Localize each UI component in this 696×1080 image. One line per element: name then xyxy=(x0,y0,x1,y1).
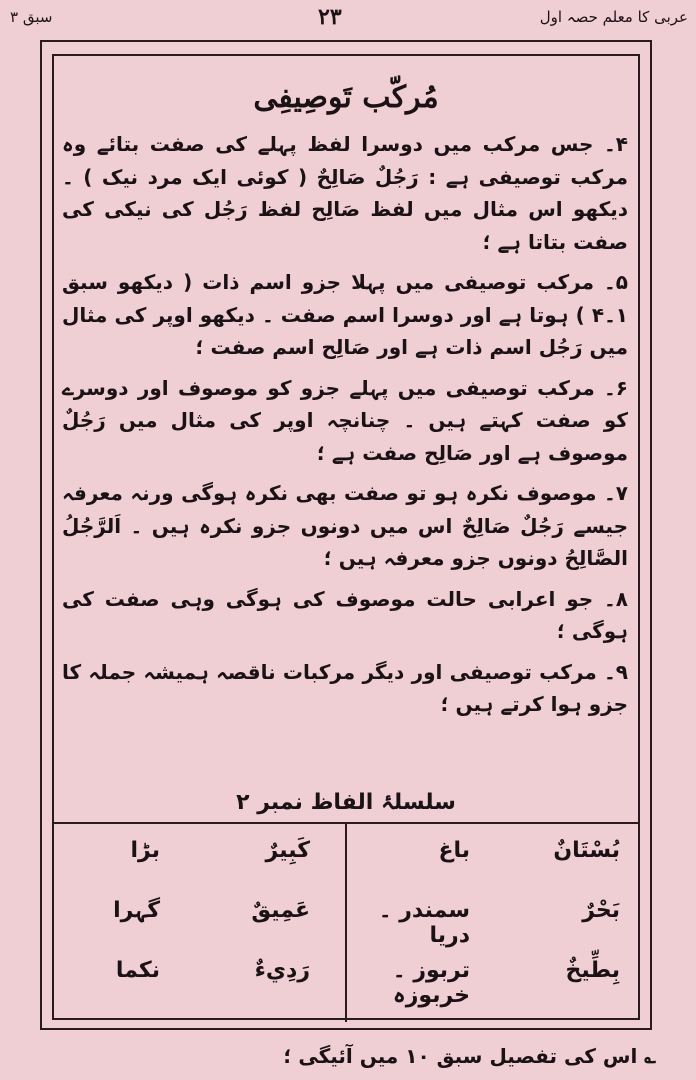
section-title: مُرکّب تَوصِیفِی xyxy=(253,80,439,115)
vocab-word: عَمِيقٌ xyxy=(251,898,310,923)
vocab-row xyxy=(360,898,620,954)
paragraph-4: ۴۔ جس مرکب میں دوسرا لفظ پہلے کی صفت بتائے وہ مرکب توصیفی ہے : رَجُلٌ صَالِحٌ ( کوئی ایک مرد نیک ) ۔ دیکھو اس مثال میں لفظ صَالِح لفظ رَجُل کی نیکی کی صفت بتاتا ہے ؛ xyxy=(62,132,628,254)
lesson-label: سبق ۳ xyxy=(10,8,53,26)
vocab-word: رَدِيءٌ xyxy=(254,958,310,983)
paragraph-9: ۹۔ مرکب توصیفی اور دیگر مرکبات ناقصہ ہمیشہ جملہ کا جزو ہوا کرتے ہیں ؛ xyxy=(62,659,628,716)
vocab-row xyxy=(360,838,620,894)
vocab-meaning: نکما xyxy=(115,958,160,983)
vocab-word: بُسْتَانٌ xyxy=(553,838,620,863)
vocab-word: كَبِيرٌ xyxy=(265,838,310,863)
vocab-word: بِطِّيخٌ xyxy=(565,958,620,983)
paragraph-6: ۶۔ مرکب توصیفی میں پہلے جزو کو موصوف اور دوسرے کو صفت کہتے ہیں ۔ چنانچہ اوپر کی مثال میں رَجُلٌ موصوف ہے اور صَالِح صفت ہے ؛ xyxy=(62,375,628,465)
vocab-meaning: سمندر ۔ دریا xyxy=(378,898,470,948)
paragraph-5: ۵۔ مرکب توصیفی میں پہلا جزو اسم ذات ( دیکھو سبق ۱۔۴ ) ہوتا ہے اور دوسرا اسم صفت ۔ دیکھو اوپر کی مثال میں رَجُل اسم ذات ہے اور صَالِح اسم صفت ؛ xyxy=(62,270,628,359)
vocab-row xyxy=(70,838,310,894)
page-number: ۲۳ xyxy=(318,4,342,30)
vocab-row xyxy=(70,958,310,1014)
paragraph-7: ۷۔ موصوف نکرہ ہو تو صفت بھی نکرہ ہوگی ورنہ معرفہ جیسے رَجُلٌ صَالِحٌ اس میں دونوں جزو نکرہ ہیں ۔ اَلرَّجُلُ الصَّالِحُ دونوں جزو معرفہ ہیں ؛ xyxy=(62,481,628,570)
paragraph-8: ۸۔ جو اعرابی حالت موصوف کی ہوگی وہی صفت کی ہوگی ؛ xyxy=(62,586,628,643)
vocab-title: سلسلۂ الفاظ نمبر ۲ xyxy=(236,790,456,815)
vocab-word: بَحْرٌ xyxy=(582,898,620,923)
book-title: عربی کا معلم حصہ اول xyxy=(539,8,688,26)
vocab-meaning: بڑا xyxy=(130,838,160,863)
vocab-row xyxy=(360,958,620,1014)
paragraphs xyxy=(62,128,628,729)
footnote: ؎ اس کی تفصیل سبق ۱۰ میں آئیگی ؛ xyxy=(283,1044,656,1068)
vocab-row xyxy=(70,898,310,954)
vocab-divider xyxy=(345,824,347,1022)
vocab-meaning: باغ xyxy=(438,838,470,863)
page-header xyxy=(0,0,696,36)
vocab-meaning: تربوز ۔ خربوزہ xyxy=(392,958,470,1008)
vocab-meaning: گہرا xyxy=(113,898,160,923)
vocab-table xyxy=(52,822,640,1022)
